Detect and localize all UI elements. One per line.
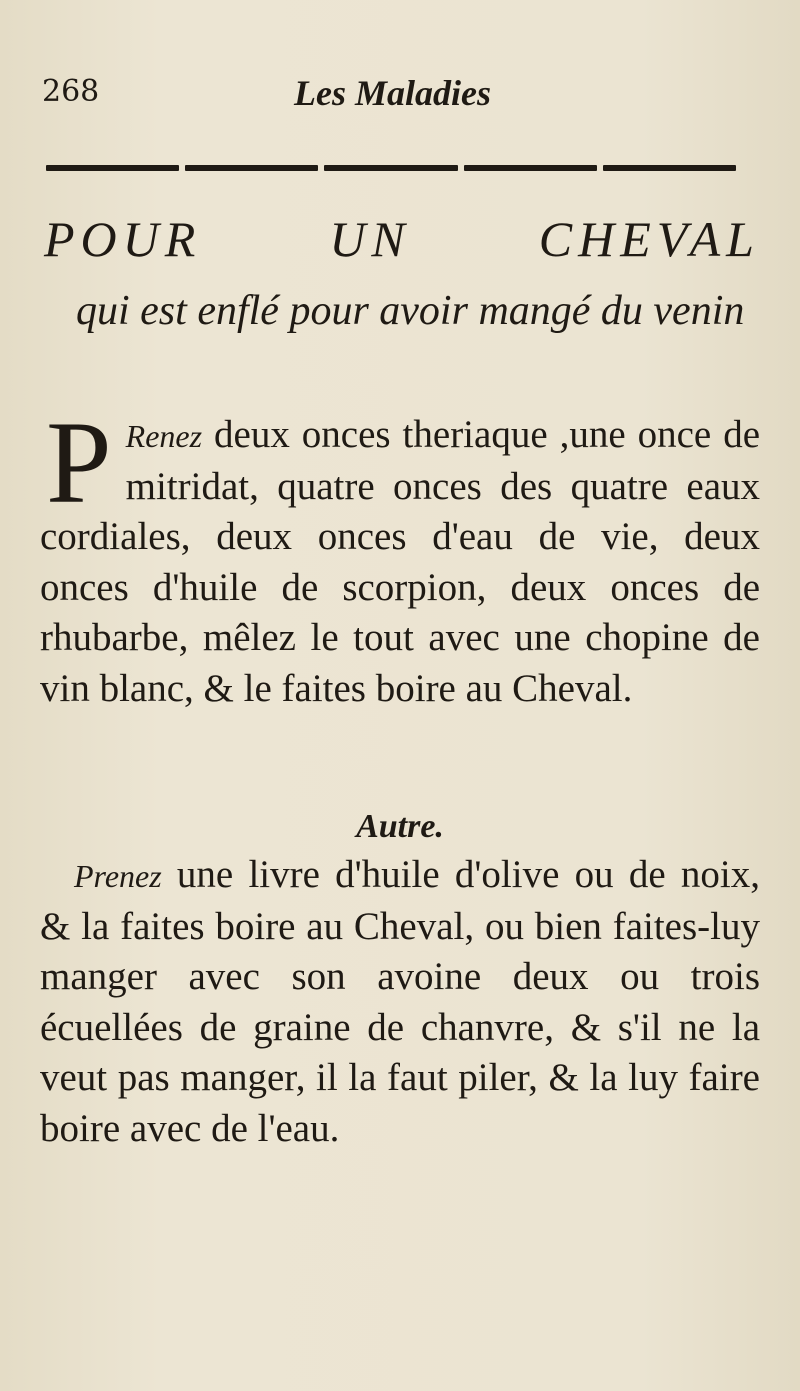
ornamental-rule [46, 162, 736, 174]
alternative-lead-word: Prenez [74, 858, 162, 894]
recipe-title: POUR UN CHEVAL [44, 211, 760, 267]
alternative-text: une livre d'huile d'olive ou de noix, & la faites boire au Cheval, ou bien faites-luy manger avec son avoine deux ou trois écuellées de graine de chanvre, & s'il ne la veut pas manger, il la faut piler, & la luy faire boire avec de l'eau. [40, 853, 760, 1150]
recipe-subtitle: qui est enflé pour avoir mangé du venin [76, 288, 745, 334]
section-heading: Autre. [356, 808, 444, 845]
page-header [34, 68, 760, 118]
page-number: 268 [42, 74, 100, 109]
lead-word: Renez [125, 418, 203, 454]
running-head: Les Maladies [294, 73, 491, 113]
recipe-text: deux onces theriaque ,une once de mitridat, quatre onces des quatre eaux cordiales, deux onces d'eau de vie, deux onces d'huile de scorpion, deux onces de rhubarbe, mêlez le tout avec une chopine de vin blanc, & le faites boire au Cheval. [40, 413, 761, 710]
recipe-paragraph [40, 397, 761, 714]
alternative-paragraph [40, 850, 760, 1154]
drop-cap: P [46, 397, 112, 528]
